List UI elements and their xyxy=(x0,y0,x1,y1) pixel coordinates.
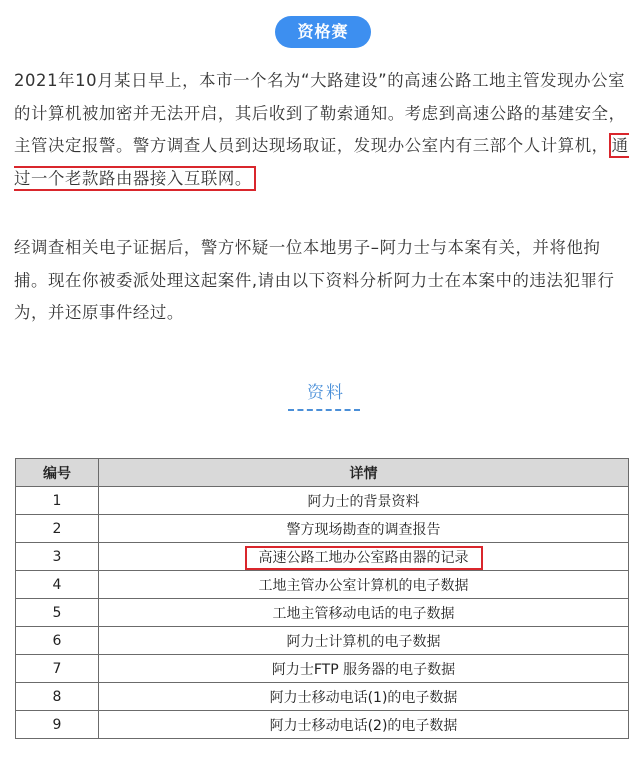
intro-text: 2021年10月某日早上，本市一个名为“大路建设”的高速公路工地主管发现办公室的计算机被加密并无法开启，其后收到了勒索通知。考虑到高速公路的基建安全，主管决定报警。警方调查人员到达现场取证，发现办公室内有三部个人计算机， xyxy=(14,71,626,155)
row-detail: 工地主管移动电话的电子数据 xyxy=(99,599,629,627)
materials-table xyxy=(15,458,629,739)
row-detail: 阿力士移动电话(2)的电子数据 xyxy=(99,711,629,739)
heading-dashed-underline xyxy=(288,409,360,411)
row-detail: 阿力士移动电话(1)的电子数据 xyxy=(99,683,629,711)
row-detail: 工地主管办公室计算机的电子数据 xyxy=(99,571,629,599)
section-title-badge: 资格赛 xyxy=(275,16,371,48)
row-number: 5 xyxy=(16,599,99,627)
row-number: 9 xyxy=(16,711,99,739)
row-detail: 阿力士FTP 服务器的电子数据 xyxy=(99,655,629,683)
row-number: 7 xyxy=(16,655,99,683)
table-row xyxy=(16,655,629,683)
table-row xyxy=(16,711,629,739)
table-row xyxy=(16,515,629,543)
table-row xyxy=(16,599,629,627)
row-detail-cell xyxy=(99,543,629,571)
header-detail: 详情 xyxy=(99,459,629,487)
table-header-row xyxy=(16,459,629,487)
highlighted-row-detail: 高速公路工地办公室路由器的记录 xyxy=(245,546,483,570)
table-row xyxy=(16,487,629,515)
materials-heading: 资料 xyxy=(307,383,345,403)
row-number: 3 xyxy=(16,543,99,571)
highlighted-phrase: 通过一个老款路由器接入互联网。 xyxy=(14,133,629,191)
row-number: 2 xyxy=(16,515,99,543)
table-row xyxy=(16,571,629,599)
intro-paragraph xyxy=(14,65,634,195)
row-detail: 阿力士的背景资料 xyxy=(99,487,629,515)
investigation-paragraph: 经调查相关电子证据后，警方怀疑一位本地男子–阿力士与本案有关，并将他拘捕。现在你被委派处理这起案件,请由以下资料分析阿力士在本案中的违法犯罪行为，并还原事件经过。 xyxy=(14,238,615,322)
table-row xyxy=(16,543,629,571)
table-row xyxy=(16,683,629,711)
row-number: 1 xyxy=(16,487,99,515)
row-number: 8 xyxy=(16,683,99,711)
row-number: 6 xyxy=(16,627,99,655)
row-detail: 阿力士计算机的电子数据 xyxy=(99,627,629,655)
row-number: 4 xyxy=(16,571,99,599)
table-row xyxy=(16,627,629,655)
header-number: 编号 xyxy=(16,459,99,487)
row-detail: 警方现场勘查的调查报告 xyxy=(99,515,629,543)
